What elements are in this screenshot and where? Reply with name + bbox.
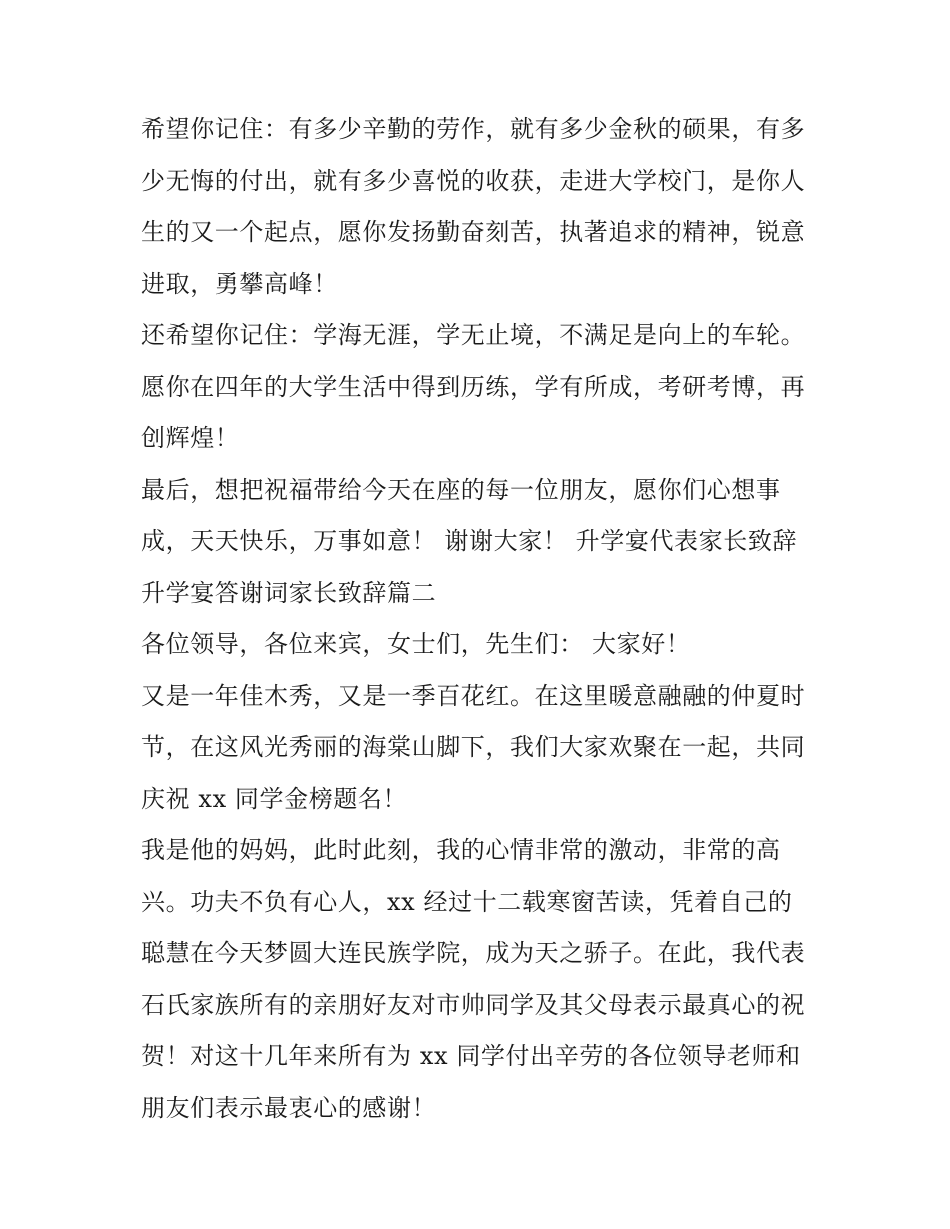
text-line: 兴。功夫不负有心人，xx 经过十二载寒窗苦读，凭着自己的 (141, 887, 793, 916)
text-line: 成，天天快乐，万事如意！ 谢谢大家！ 升学宴代表家长致辞 (141, 527, 798, 555)
text-line: 节，在这风光秀丽的海棠山脚下，我们大家欢聚在一起，共同 (141, 733, 806, 761)
text-line: 创辉煌！ (141, 424, 240, 452)
text-line: 最后，想把祝福带给今天在座的每一位朋友，愿你们心想事 (141, 475, 781, 504)
text-line: 我是他的妈妈，此时此刻，我的心情非常的激动，非常的高 (141, 836, 781, 864)
text-line: 朋友们表示最衷心的感谢！ (141, 1093, 437, 1122)
salutation-line: 各位领导，各位来宾，女士们，先生们： 大家好！ (141, 630, 691, 658)
text-line: 进取，勇攀高峰！ (141, 269, 338, 298)
text-line: 又是一年佳木秀，又是一季百花红。在这里暖意融融的仲夏时 (141, 681, 806, 710)
text-line: 生的又一个起点，愿你发扬勤奋刻苦，执著追求的精神，锐意 (141, 218, 806, 246)
text-line: 希望你记住：有多少辛勤的劳作，就有多少金秋的硕果，有多 (141, 115, 806, 143)
text-line: 贺！对这十几年来所有为 xx 同学付出辛劳的各位领导老师和 (141, 1042, 801, 1070)
text-line: 石氏家族所有的亲朋好友对市帅同学及其父母表示最真心的祝 (141, 990, 806, 1019)
text-line: 庆祝 xx 同学金榜题名！ (141, 784, 408, 813)
document-body (141, 104, 821, 1134)
text-line: 聪慧在今天梦圆大连民族学院，成为天之骄子。在此，我代表 (141, 939, 806, 967)
text-line: 少无悔的付出，就有多少喜悦的收获，走进大学校门，是你人 (141, 166, 806, 195)
text-line: 愿你在四年的大学生活中得到历练，学有所成，考研考博，再 (141, 372, 806, 401)
section-heading: 升学宴答谢词家长致辞篇二 (141, 578, 437, 607)
text-line: 还希望你记住：学海无涯，学无止境，不满足是向上的车轮。 (141, 321, 806, 349)
